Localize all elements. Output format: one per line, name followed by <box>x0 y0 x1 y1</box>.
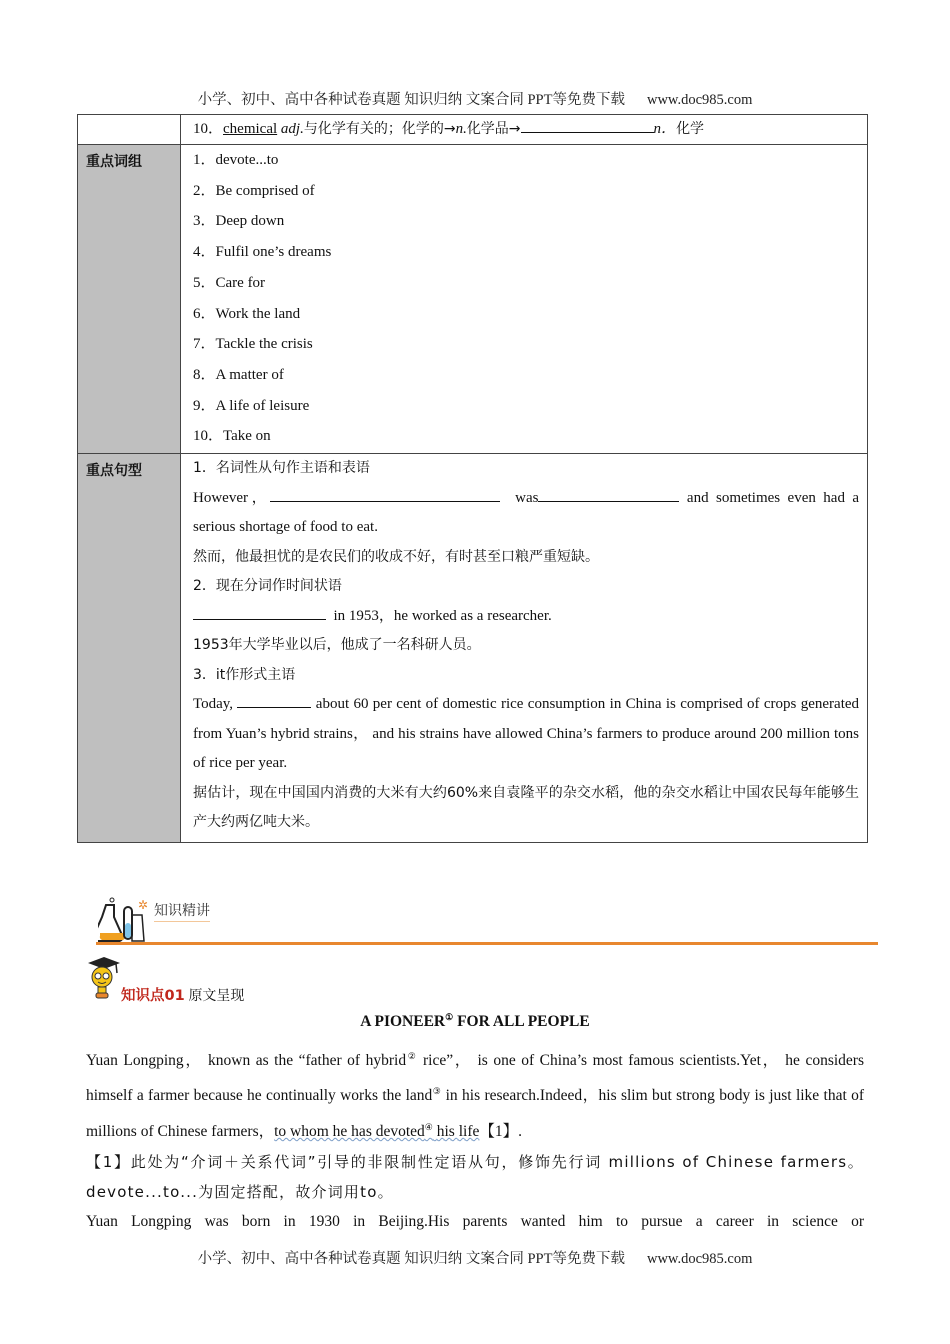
phrases-label: 重点词组 <box>78 145 181 454</box>
phrase-item: 3．Deep down <box>193 213 285 230</box>
answer-blank[interactable] <box>538 487 679 502</box>
grammar-note: 【1】此处为“介词＋关系代词”引导的非限制性定语从句，修饰先行词 millions of Chinese farmers。devote...to...为固定搭配，故介词用to。 <box>86 1153 864 1202</box>
sentences-label: 重点句型 <box>78 454 181 843</box>
meaning-2: 化学品→ <box>466 121 521 137</box>
phrase-item: 10．Take on <box>193 428 271 445</box>
paragraph-2: Yuan Longping was born in 1930 in Beijing.His parents wanted him to pursue a career in science or <box>86 1213 864 1231</box>
phrase-item: 8．A matter of <box>193 366 284 383</box>
phrase-item: 2．Be comprised of <box>193 182 315 199</box>
graduate-mascot-icon <box>86 955 120 1001</box>
sparkle-icon: ✲ <box>138 898 149 912</box>
header-text: 小学、初中、高中各种试卷真题 知识归纳 文案合同 PPT等免费下载 <box>197 92 625 108</box>
paragraph-1: Yuan Longping， known as the “father of hybrid② rice”， is one of China’s most famous scientists.Yet， he considers himself a farmer because he continually works the land③ in his research.Indeed，his slim but strong body is just like that of millions of Chinese farmers，to whom he has devoted④ his life【1】. <box>86 1051 865 1140</box>
key-points-table <box>77 114 868 843</box>
answer-blank[interactable] <box>237 693 311 708</box>
pos-n-2: n． <box>653 121 677 137</box>
answer-blank[interactable] <box>521 118 654 133</box>
article-body <box>86 1041 864 1238</box>
vocab-word: chemical <box>223 121 278 137</box>
page-footer <box>0 1247 950 1268</box>
pos: adj. <box>280 121 304 137</box>
phrases-row <box>78 145 868 454</box>
section-divider <box>96 942 878 945</box>
answer-blank[interactable] <box>193 605 326 620</box>
kp-label: 知识点01 <box>121 988 185 1004</box>
kp-heading-text <box>121 984 244 1005</box>
phrase-item: 7．Tackle the crisis <box>193 336 313 353</box>
sentence-2-translation: 1953年大学毕业以后，他成了一名科研人员。 <box>193 637 481 654</box>
sentence-1: However， was and sometimes even had a serious shortage of food to eat. <box>193 484 859 543</box>
phrase-item: 1．devote...to <box>193 152 279 168</box>
phrase-item: 6．Work the land <box>193 305 301 322</box>
sentence-1-translation: 然而，他最担忧的是农民们的收成不好，有时甚至口粮严重短缺。 <box>193 548 599 565</box>
note-ref: 【1】. <box>479 1122 523 1140</box>
sentence-pattern-3-title: 3．it作形式主语 <box>193 666 296 683</box>
phrase-item: 9．A life of leisure <box>193 397 310 414</box>
phrase-item: 4．Fulfil one’s dreams <box>193 244 332 261</box>
page-header <box>0 88 950 109</box>
sentence-pattern-2-title: 2．现在分词作时间状语 <box>193 578 342 595</box>
sentence-pattern-1-title: 1．名词性从句作主语和表语 <box>193 460 370 477</box>
sentences-row <box>78 454 868 843</box>
meaning-3: 化学 <box>676 121 705 137</box>
footer-url[interactable]: www.doc985.com <box>646 1251 753 1267</box>
underlined-clause: to whom he has devoted④ his life <box>274 1121 480 1140</box>
meaning: 与化学有关的；化学的→ <box>303 121 456 137</box>
kp-title: 原文呈现 <box>188 988 245 1004</box>
answer-blank[interactable] <box>270 487 500 502</box>
header-url[interactable]: www.doc985.com <box>646 92 753 108</box>
sentence-2: in 1953，he worked as a researcher. <box>193 602 859 632</box>
sentence-3: Today, about 60 per cent of domestic rice consumption in China is comprised of crops generated from Yuan’s hybrid strains， and his strains have allowed China’s farmers to produce around 200 million tons of rice per year. <box>193 690 859 779</box>
pos-n: n. <box>455 121 467 137</box>
phrase-item: 5．Care for <box>193 274 266 291</box>
item-num: 10． <box>193 121 224 137</box>
sentence-3-translation: 据估计，现在中国国内消费的大米有大约60%来自袁隆平的杂交水稻，他的杂交水稻让中国农民每年能够生产大约两亿吨大米。 <box>193 784 859 831</box>
section-title: 知识精讲 <box>154 900 210 922</box>
article-title: A PIONEER① FOR ALL PEOPLE <box>360 1012 590 1031</box>
footer-text: 小学、初中、高中各种试卷真题 知识归纳 文案合同 PPT等免费下载 <box>197 1251 625 1267</box>
vocab-row-10 <box>78 115 868 145</box>
